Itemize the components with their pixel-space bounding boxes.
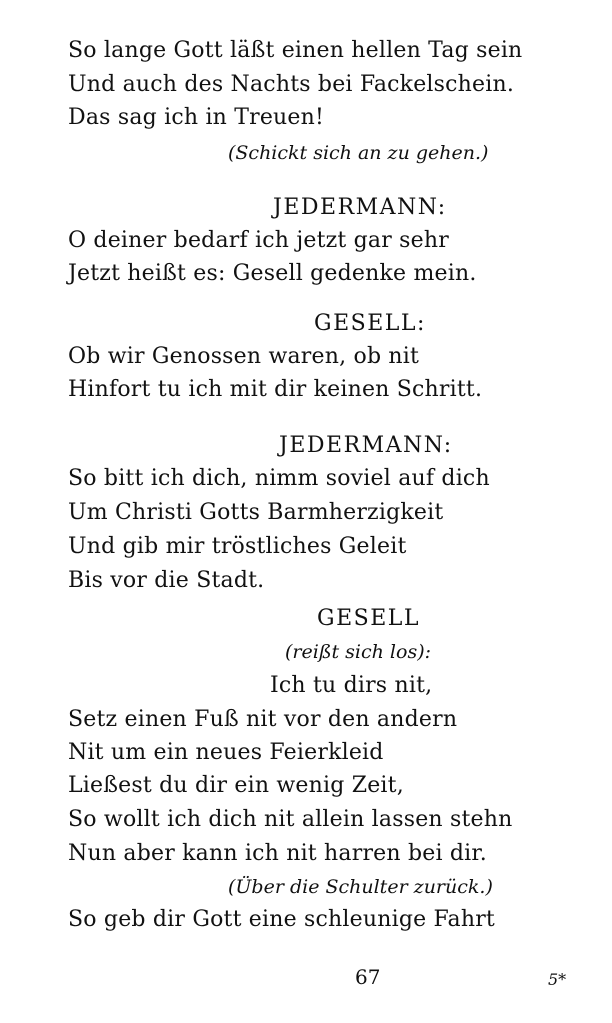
verse-line-8: So bitt ich dich, nimm soviel auf dich	[68, 466, 490, 491]
speaker-gesell-1: GESELL:	[314, 311, 426, 336]
verse-line-14: Nit um ein neues Feierkleid	[68, 740, 384, 765]
verse-line-1: So lange Gott läßt einen hellen Tag sein	[68, 38, 523, 63]
verse-line-16: So wollt ich dich nit allein lassen stehn	[68, 807, 513, 832]
verse-line-11: Bis vor die Stadt.	[68, 568, 265, 593]
verse-line-2: Und auch des Nachts bei Fackelschein.	[68, 72, 515, 97]
stage-direction-1: (Schickt sich an zu gehen.)	[228, 142, 489, 164]
speaker-gesell-2: GESELL	[317, 606, 420, 631]
speaker-jedermann-2: JEDERMANN:	[279, 433, 453, 458]
verse-line-5: Jetzt heißt es: Gesell gedenke mein.	[68, 261, 477, 286]
verse-line-17: Nun aber kann ich nit harren bei dir.	[68, 841, 487, 866]
verse-line-7: Hinfort tu ich mit dir keinen Schritt.	[68, 377, 483, 402]
verse-line-18: So geb dir Gott eine schleunige Fahrt	[68, 907, 495, 932]
verse-line-3: Das sag ich in Treuen!	[68, 105, 325, 130]
speaker-jedermann-1: JEDERMANN:	[273, 195, 447, 220]
verse-line-15: Ließest du dir ein wenig Zeit,	[68, 773, 404, 798]
signature-mark: 5*	[548, 970, 567, 989]
verse-line-13: Setz einen Fuß nit vor den andern	[68, 707, 458, 732]
verse-line-4: O deiner bedarf ich jetzt gar sehr	[68, 228, 449, 253]
verse-line-12: Ich tu dirs nit,	[270, 673, 433, 698]
verse-line-9: Um Christi Gotts Barmherzigkeit	[68, 500, 444, 525]
verse-line-10: Und gib mir tröstliches Geleit	[68, 534, 407, 559]
verse-line-6: Ob wir Genossen waren, ob nit	[68, 344, 420, 369]
page-number: 67	[355, 965, 381, 989]
stage-direction-3: (Über die Schulter zurück.)	[228, 876, 493, 898]
stage-direction-2: (reißt sich los):	[285, 641, 432, 663]
